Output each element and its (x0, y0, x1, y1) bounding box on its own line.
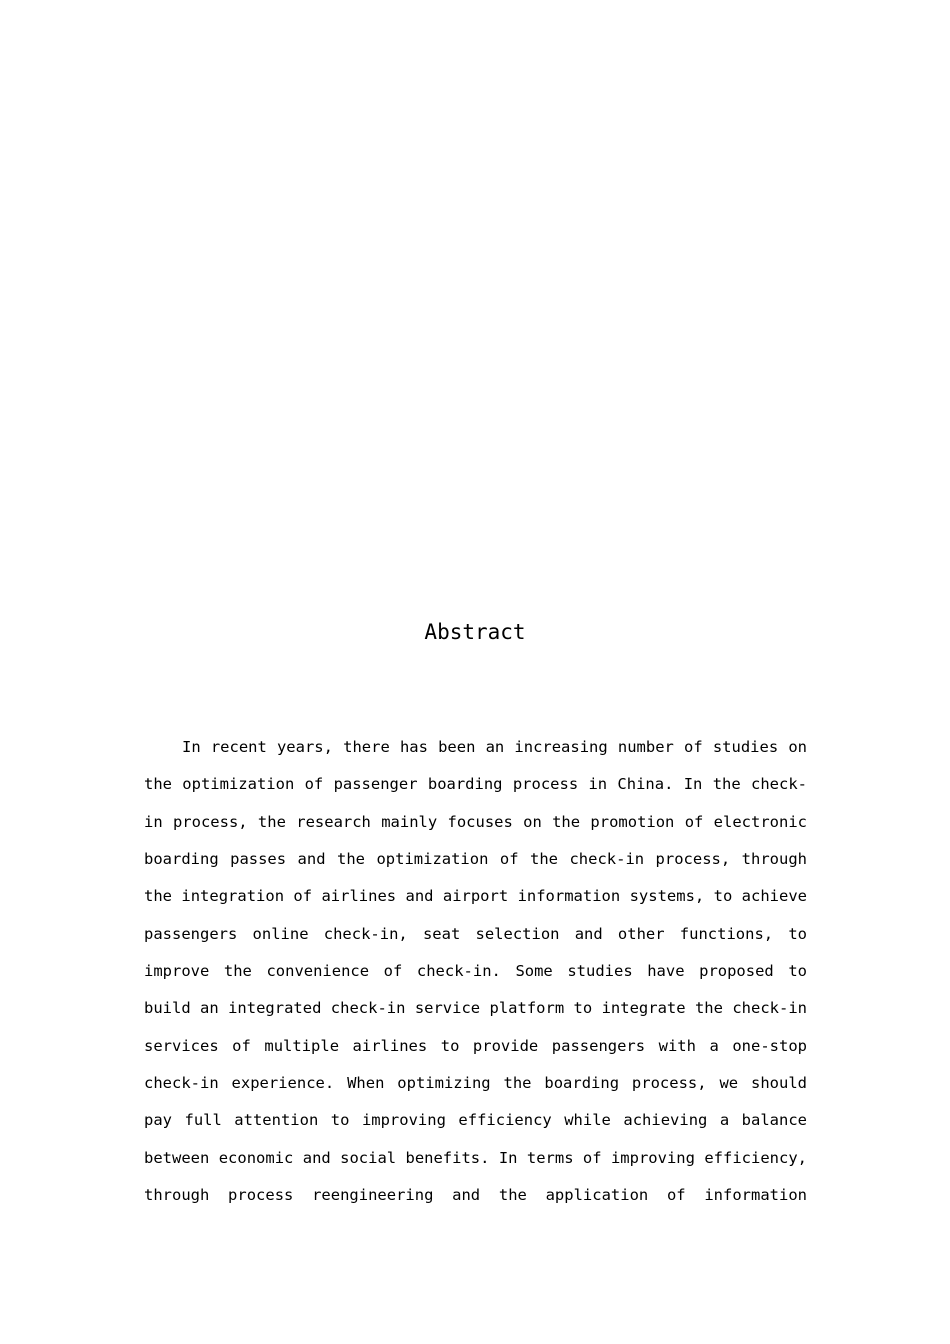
paragraph-line: build an integrated check-in service platform to integrate the check-in (144, 999, 807, 1018)
paragraph-line: In recent years, there has been an increasing number of studies on (182, 738, 807, 756)
paragraph-line: between economic and social benefits. In terms of improving efficiency, (144, 1148, 807, 1167)
paragraph-line: improve the convenience of check-in. Some studies have proposed to (144, 962, 807, 981)
paragraph-line: check-in experience. When optimizing the boarding process, we should (144, 1074, 807, 1093)
paragraph-line: boarding passes and the optimization of the check-in process, through (144, 850, 807, 869)
abstract-heading: Abstract (424, 620, 526, 644)
paragraph-line: passengers online check-in, seat selection and other functions, to (144, 924, 807, 943)
paragraph-line: in process, the research mainly focuses on the promotion of electronic (144, 812, 807, 831)
paragraph-line: the optimization of passenger boarding process in China. In the check- (144, 775, 807, 794)
paragraph-line: the integration of airlines and airport information systems, to achieve (144, 887, 807, 906)
paragraph-line: through process reengineering and the application of information (144, 1186, 807, 1205)
paragraph-line: services of multiple airlines to provide passengers with a one-stop (144, 1036, 807, 1055)
paragraph-line: pay full attention to improving efficiency while achieving a balance (144, 1111, 807, 1130)
abstract-paragraph (144, 729, 807, 1214)
